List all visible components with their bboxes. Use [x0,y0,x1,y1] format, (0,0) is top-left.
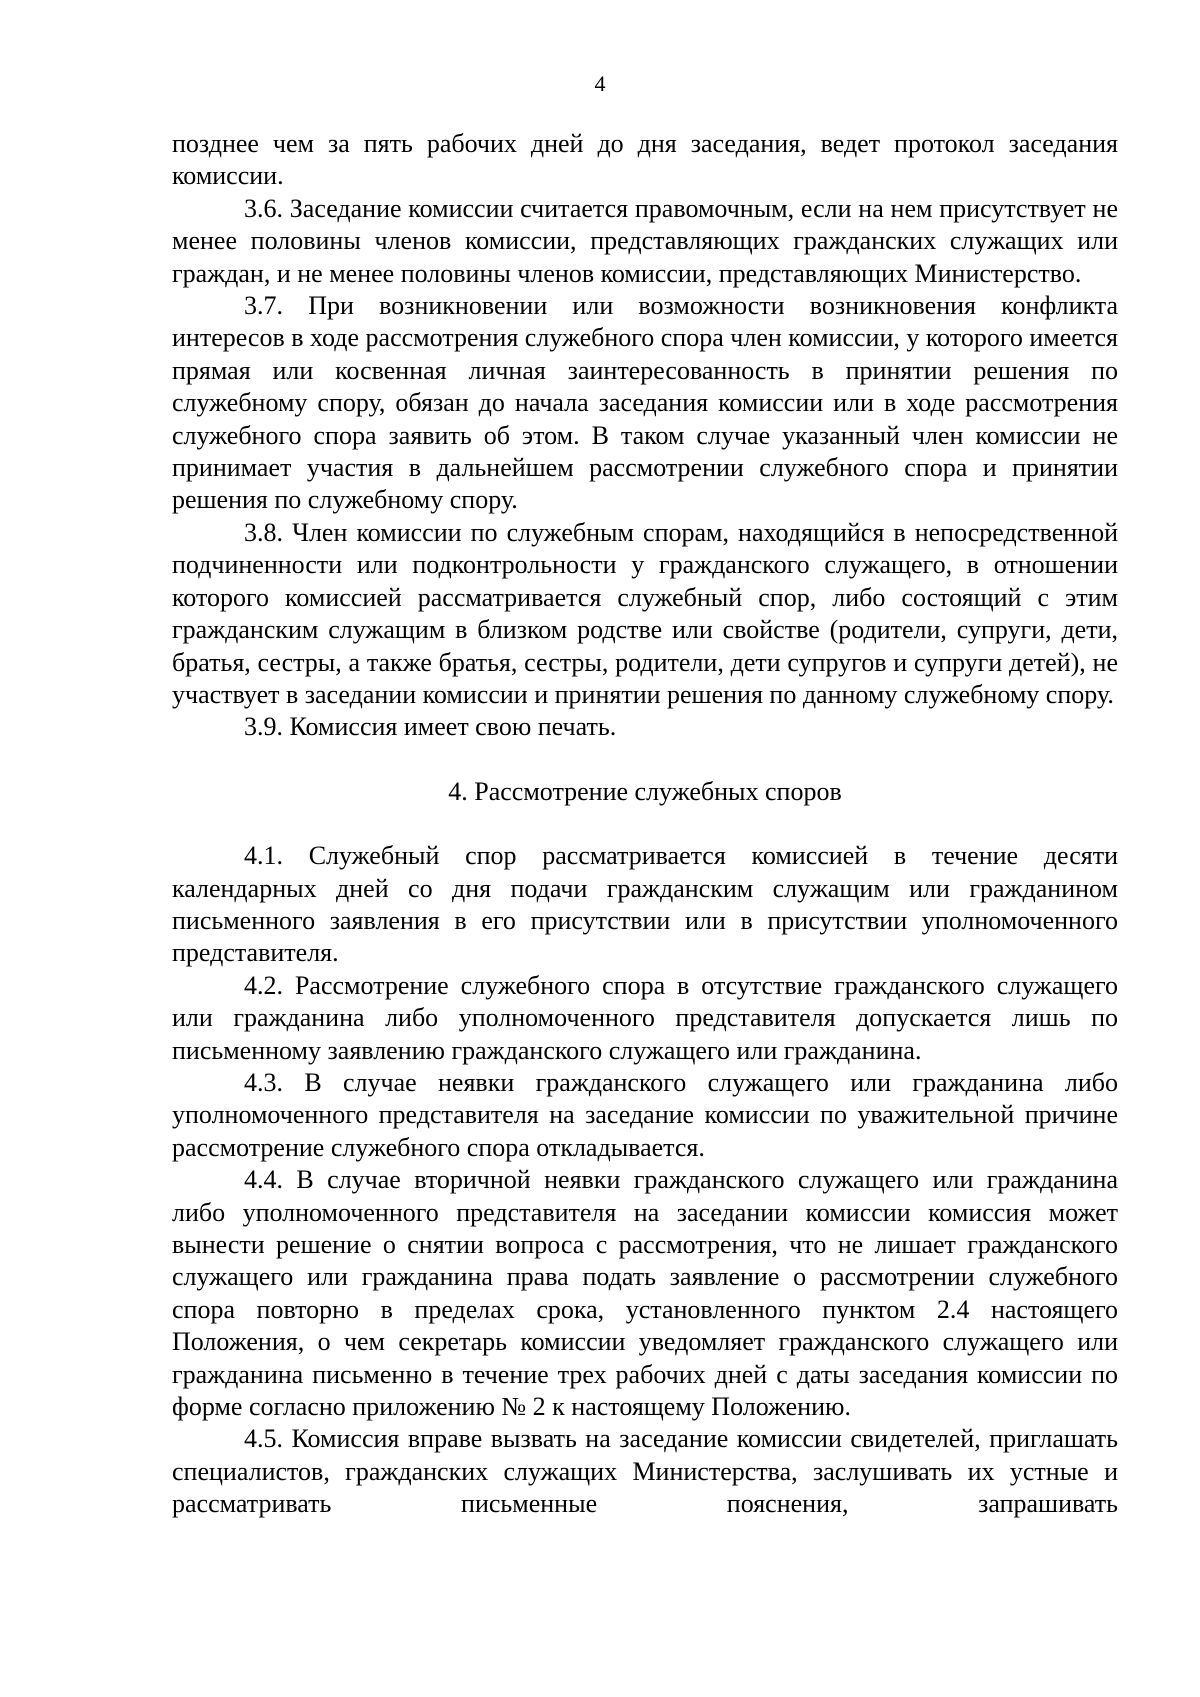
paragraph-3-9: 3.9. Комиссия имеет свою печать. [244,712,617,742]
paragraph-3-6: 3.6. Заседание комиссии считается правомочным, если на нем присутствует не менее половины членов комиссии, представляющих гражданских служащих или граждан, и не менее половины членов комиссии, представляющих Министерство. [172,193,1118,288]
paragraph-continuation: позднее чем за пять рабочих дней до дня заседания, ведет протокол заседания комиссии. [172,129,1118,191]
paragraph-4-2: 4.2. Рассмотрение служебного спора в отсутствие гражданского служащего или гражданина либо уполномоченного представителя допускается лишь по письменному заявлению гражданского служащего или гражданина. [172,970,1118,1065]
paragraph-4-5: 4.5. Комиссия вправе вызвать на заседание комиссии свидетелей, приглашать специалистов, гражданских служащих Министерства, заслушивать их устные и рассматривать письменные пояснения, запрашивать [172,1424,1118,1519]
paragraph-3-8: 3.8. Член комиссии по служебным спорам, находящийся в непосредственной подчиненности или подконтрольности у гражданского служащего, в отношении которого комиссией рассматривается служебный спор, либо состоящий с этим гражданским служащим в близком родстве или свойстве (родители, супруги, дети, братья, сестры, а также братья, сестры, родители, дети супругов и супруги детей), не участвует в заседании комиссии и принятии решения по данному служебному спору. [172,517,1118,709]
document-body [172,128,1118,1521]
paragraph-4-1: 4.1. Служебный спор рассматривается комиссией в течение десяти календарных дней со дня подачи гражданским служащим или гражданином письменного заявления в его присутствии или в присутствии уполномоченного представителя. [172,841,1118,968]
paragraph-4-4: 4.4. В случае вторичной неявки гражданского служащего или гражданина либо уполномоченного представителя на заседании комиссии комиссия может вынести решение о снятии вопроса с рассмотрения, что не лишает гражданского служащего или гражданина права подать заявление о рассмотрении служебного спора повторно в пределах срока, установленного пунктом 2.4 настоящего Положения, о чем секретарь комиссии уведомляет гражданского служащего или гражданина письменно в течение трех рабочих дней с даты заседания комиссии по форме согласно приложению № 2 к настоящему Положению. [172,1165,1118,1422]
section-heading: 4. Рассмотрение служебных споров [448,776,842,806]
page-number: 4 [594,71,606,96]
paragraph-3-7: 3.7. При возникновении или возможности возникновения конфликта интересов в ходе рассмотрения служебного спора член комиссии, у которого имеется прямая или косвенная личная заинтересованность в принятии решения по служебному спору, обязан до начала заседания комиссии или в ходе рассмотрения служебного спора заявить об этом. В таком случае указанный член комиссии не принимает участия в дальнейшем рассмотрении служебного спора и принятии решения по служебному спору. [172,291,1118,515]
paragraph-4-3: 4.3. В случае неявки гражданского служащего или гражданина либо уполномоченного представителя на заседание комиссии по уважительной причине рассмотрение служебного спора откладывается. [172,1067,1118,1162]
